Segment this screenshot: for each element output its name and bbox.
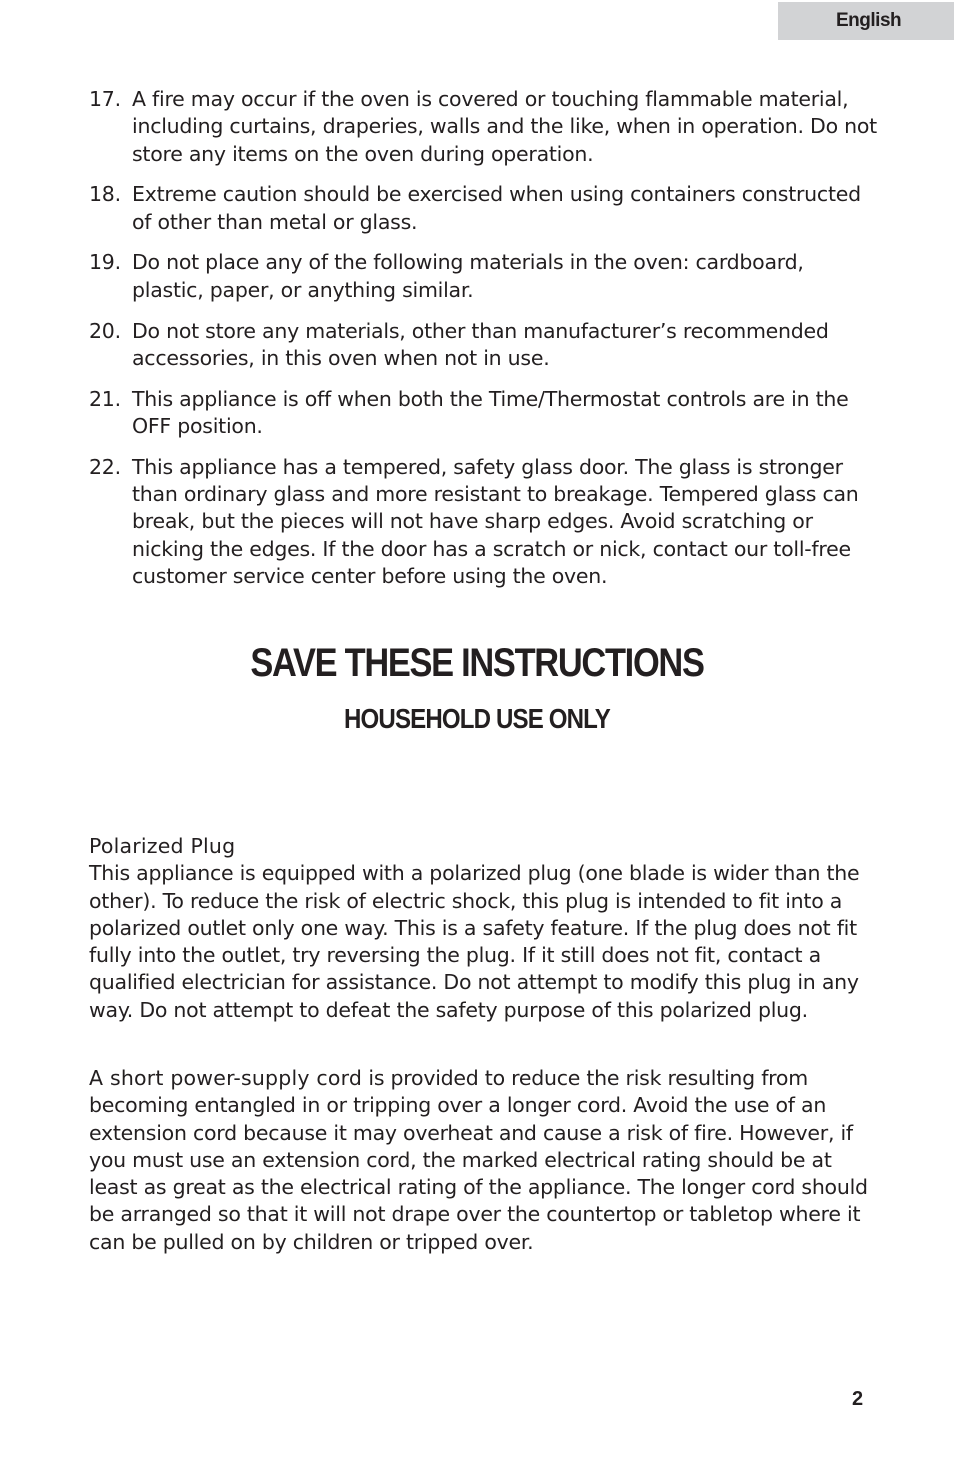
sub-title: HOUSEHOLD USE ONLY [344,703,610,734]
list-item-18 [89,181,879,236]
list-item-21 [89,386,879,441]
item-text: Do not store any materials, other than manufacturer’s recommended accessories, in this oven when not in use. [132,318,829,370]
page-number: 2 [852,1388,864,1410]
section-body: This appliance is equipped with a polarized plug (one blade is wider than the other). To reduce the risk of electric shock, this plug is intended to fit into a polarized outlet only one way. This is a safety feature. If the plug does not fit fully into the outlet, try reversing the plug. If it still does not fit, contact a qualified electrician for assistance. Do not attempt to modify this plug in any way. Do not attempt to defeat the safety purpose of this polarized plug. [89,861,860,1022]
list-item-20 [89,318,879,373]
item-text: This appliance has a tempered, safety glass door. The glass is stronger than ordinary glass and more resistant to breakage. Tempered glass can break, but the pieces will not have sharp edges. Avoid scratching or nicking the edges. If the door has a scratch or nick, contact our toll-free customer service center before using the oven. [132,454,859,588]
item-text: A fire may occur if the oven is covered or touching flammable material, including curtains, draperies, walls and the like, when in operation. Do not store any items on the oven during operation. [132,87,877,166]
list-item-17 [89,86,879,168]
item-number: 18. [89,182,121,207]
item-number: 17. [89,87,121,111]
power-cord-section [89,1065,879,1256]
item-text: Extreme caution should be exercised when using containers constructed of other than metal or glass. [132,182,861,234]
item-text: This appliance is off when both the Time/Thermostat controls are in the OFF position. [132,386,849,438]
item-number: 22. [89,454,121,479]
section-lead-in: A short power-supply cord [89,1066,363,1090]
language-tab: English [778,2,954,40]
section-body: is provided to reduce the risk resulting from becoming entangled in or tripping over a longer cord. Avoid the use of an extension cord because it may overheat and cause a risk of fire. However, if you must use an extension cord, the marked electrical rating should be at least as great as the electrical rating of the appliance. The longer cord should be arranged so that it will not drape over the countertop or tabletop where it can be pulled on by children or tripped over. [89,1066,868,1254]
item-number: 20. [89,318,121,343]
item-text: Do not place any of the following materials in the oven: cardboard, plastic, paper, or anything similar. [132,250,804,302]
section-heading: Polarized Plug [89,834,236,858]
polarized-plug-section [89,833,879,1024]
item-number: 19. [89,250,121,275]
main-title: SAVE THESE INSTRUCTIONS [250,641,704,685]
list-item-22 [89,454,879,590]
item-number: 21. [89,386,121,411]
list-item-19 [89,249,879,304]
safety-instructions-list [89,86,879,604]
